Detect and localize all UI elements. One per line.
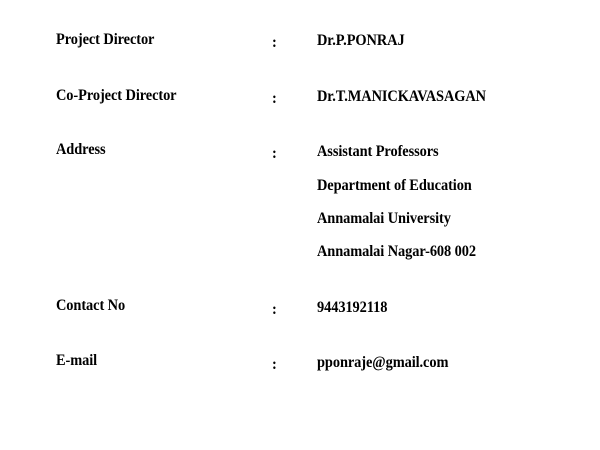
address-line-4: Annamalai Nagar-608 002	[317, 243, 477, 260]
contact-no-separator: :	[272, 301, 277, 318]
address-line-2: Department of Education	[317, 177, 472, 194]
email-label: E-mail	[56, 352, 98, 369]
project-director-label: Project Director	[56, 31, 155, 48]
contact-no-value: 9443192118	[317, 299, 388, 316]
email-separator: :	[272, 356, 277, 373]
address-separator: :	[272, 145, 277, 162]
co-project-director-separator: :	[272, 90, 277, 107]
co-project-director-value: Dr.T.MANICKAVASAGAN	[317, 88, 486, 105]
email-value: pponraje@gmail.com	[317, 354, 449, 371]
co-project-director-label: Co-Project Director	[56, 87, 177, 104]
address-label: Address	[56, 141, 106, 158]
address-line-3: Annamalai University	[317, 210, 451, 227]
project-director-value: Dr.P.PONRAJ	[317, 32, 405, 49]
address-line-1: Assistant Professors	[317, 143, 439, 160]
project-director-separator: :	[272, 34, 277, 51]
contact-no-label: Contact No	[56, 297, 126, 314]
